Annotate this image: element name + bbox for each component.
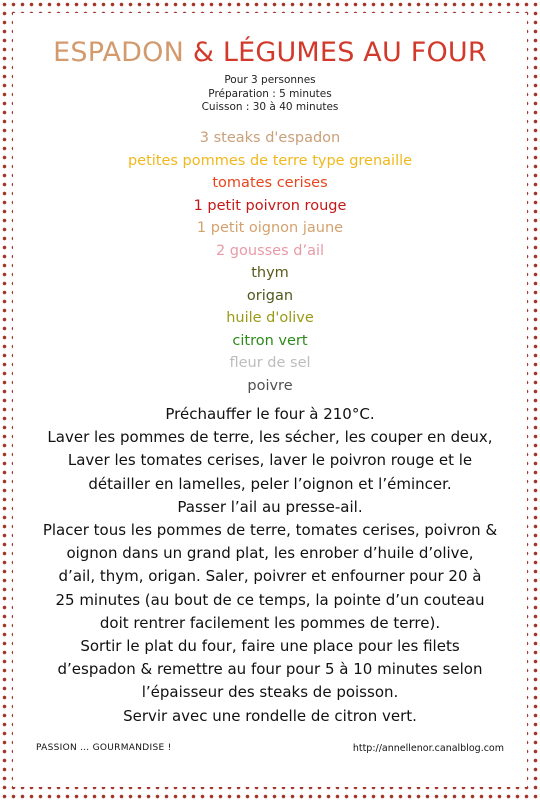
instruction-line: 25 minutes (au bout de ce temps, la pointe d’un couteau <box>55 590 485 609</box>
prep-time-text: Préparation : 5 minutes <box>208 87 332 100</box>
ingredient-item: petites pommes de terre type grenaille <box>127 152 413 169</box>
ingredient-list <box>13 127 527 397</box>
servings-text: Pour 3 personnes <box>224 74 316 86</box>
instruction-line: Passer l’ail au presse-ail. <box>177 497 363 516</box>
recipe-title-rest: & LÉGUMES AU FOUR <box>192 37 487 68</box>
instruction-line: doit rentrer facilement les pommes de terre). <box>99 613 441 632</box>
instruction-line: d’espadon & remettre au four pour 5 à 10 minutes selon <box>57 660 483 679</box>
instruction-line: Placer tous les pommes de terre, tomates cerises, poivron & <box>42 521 498 540</box>
ingredient-item: fleur de sel <box>229 355 311 371</box>
ingredient-item: 1 petit oignon jaune <box>196 220 344 236</box>
instruction-line: l’épaisseur des steaks de poisson. <box>141 683 399 702</box>
cook-time-text: Cuisson : 30 à 40 minutes <box>201 101 339 113</box>
ingredient-item: 1 petit poivron rouge <box>193 197 347 214</box>
ingredient-item: huile d'olive <box>226 310 314 326</box>
instruction-line: Sortir le plat du four, faire une place pour les filets <box>80 637 460 656</box>
recipe-instructions <box>23 403 517 728</box>
instruction-line: détailler en lamelles, peler l’oignon et l’émincer. <box>88 474 452 493</box>
ingredient-item: origan <box>246 287 294 304</box>
ingredient-item: poivre <box>247 377 293 394</box>
instruction-line: Laver les pommes de terre, les sécher, les couper en deux, <box>47 428 493 447</box>
instruction-line: d’ail, thym, origan. Saler, poivrer et enfourner pour 20 à <box>58 567 482 586</box>
instruction-line: Laver les tomates cerises, laver le poivron rouge et le <box>67 451 473 470</box>
ingredient-item: tomates cerises <box>212 175 328 191</box>
ingredient-item: citron vert <box>232 332 308 349</box>
footer-tagline: PASSION … GOURMANDISE ! <box>36 743 172 753</box>
instruction-line: Servir avec une rondelle de citron vert. <box>123 706 417 725</box>
footer-url: http://annellenor.canalblog.com <box>352 743 504 754</box>
recipe-meta <box>13 74 527 115</box>
ingredient-item: thym <box>251 265 289 281</box>
instruction-line: oignon dans un grand plat, les enrober d’huile d’olive, <box>66 544 474 563</box>
recipe-card-inner <box>13 13 527 787</box>
recipe-title <box>13 37 527 68</box>
recipe-title-main: ESPADON <box>53 37 185 68</box>
instruction-line: Préchauffer le four à 210°C. <box>165 405 375 423</box>
ingredient-item: 3 steaks d'espadon <box>199 130 341 146</box>
ingredient-item: 2 gousses d’ail <box>215 242 325 259</box>
